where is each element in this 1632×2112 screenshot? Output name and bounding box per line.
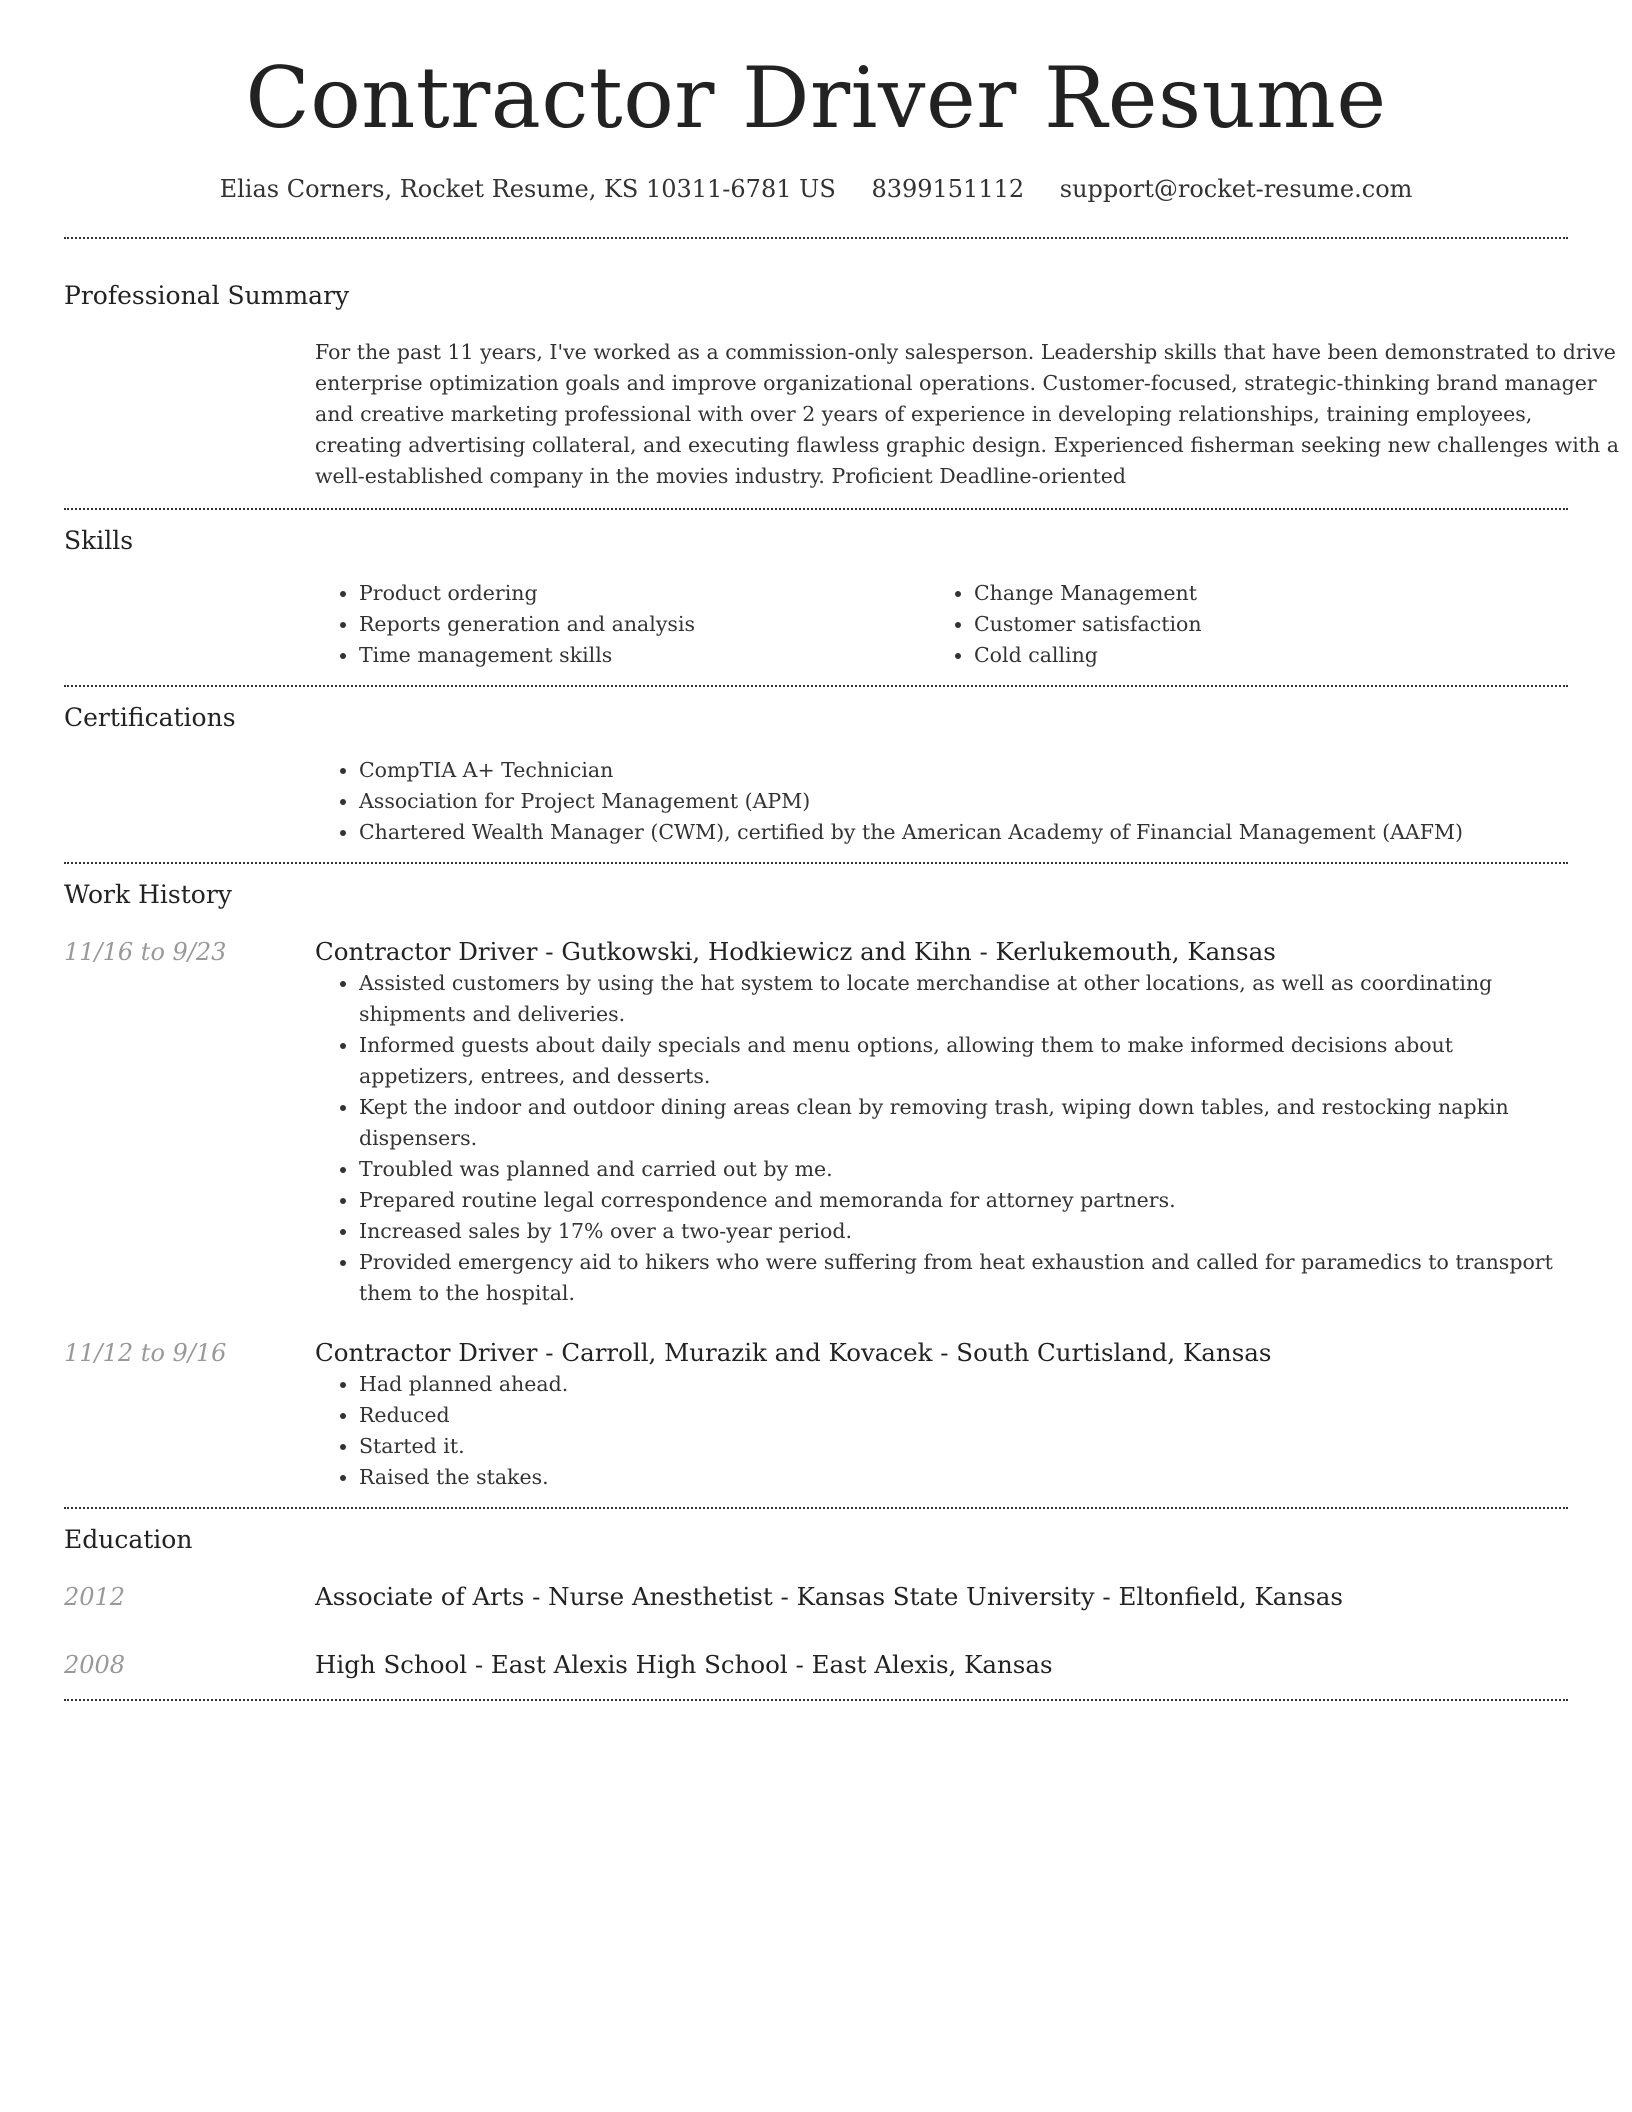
skills-column-right bbox=[930, 578, 1545, 671]
contact-phone: 8399151112 bbox=[871, 174, 1025, 203]
skill-item: • Product ordering bbox=[359, 578, 930, 609]
skill-item: • Time management skills bbox=[359, 640, 930, 671]
job-bullet: • Informed guests about daily specials and menu options, allowing them to make informed decisions about appetizers, entrees, and desserts. bbox=[359, 1030, 1568, 1092]
job-bullet: • Started it. bbox=[359, 1431, 1568, 1462]
job-details bbox=[315, 1337, 1568, 1493]
section-title-certifications: Certifications bbox=[64, 703, 236, 733]
job-bullet: • Troubled was planned and carried out by me. bbox=[359, 1154, 1568, 1185]
job-heading: Contractor Driver - Gutkowski, Hodkiewicz and Kihn - Kerlukemouth, Kansas bbox=[315, 937, 1276, 967]
section-title-education: Education bbox=[64, 1525, 193, 1555]
skills-list-left bbox=[315, 578, 930, 671]
education-heading: Associate of Arts - Nurse Anesthetist - Kansas State University - Eltonfield, Kansas bbox=[315, 1582, 1343, 1612]
skill-item: • Cold calling bbox=[974, 640, 1545, 671]
summary-text: For the past 11 years, I've worked as a commission-only salesperson. Leadership skills that have been demonstrated to drive enterprise optimization goals and improve organizational operations. Customer-focused, strategic-thinking brand manager and creative marketing professional with over 2 years of experience in developing relationships, training employees, creating advertising collateral, and executing flawless graphic design. Experienced fisherman seeking new challenges with a well-established company in the movies industry. Proficient Deadline-oriented bbox=[315, 340, 1619, 489]
certification-item: • Association for Project Management (APM) bbox=[359, 786, 1568, 817]
summary-body bbox=[315, 337, 1619, 492]
certification-item: • Chartered Wealth Manager (CWM), certified by the American Academy of Financial Management (AAFM) bbox=[359, 817, 1568, 848]
education-section bbox=[64, 1509, 1568, 1681]
job-bullets bbox=[315, 968, 1568, 1309]
job-bullet: • Provided emergency aid to hikers who were suffering from heat exhaustion and called for paramedics to transport them to the hospital. bbox=[359, 1247, 1568, 1309]
skill-item: • Change Management bbox=[974, 578, 1545, 609]
job-bullet: • Raised the stakes. bbox=[359, 1462, 1568, 1493]
education-entry bbox=[64, 1649, 1568, 1681]
section-title-skills: Skills bbox=[64, 526, 134, 556]
education-heading: High School - East Alexis High School - East Alexis, Kansas bbox=[315, 1650, 1053, 1680]
job-bullet: • Reduced bbox=[359, 1400, 1568, 1431]
resume-header bbox=[64, 0, 1568, 203]
contact-address: Elias Corners, Rocket Resume, KS 10311-6781 US bbox=[219, 174, 836, 203]
work-history-section bbox=[64, 864, 1568, 1493]
job-bullet: • Increased sales by 17% over a two-year period. bbox=[359, 1216, 1568, 1247]
education-year: 2008 bbox=[64, 1651, 126, 1680]
education-year: 2012 bbox=[64, 1583, 126, 1612]
certifications-list bbox=[315, 755, 1568, 848]
section-title-summary: Professional Summary bbox=[64, 281, 350, 311]
skills-column-left bbox=[315, 578, 930, 671]
skills-list-right bbox=[930, 578, 1545, 671]
skills-grid bbox=[315, 578, 1568, 671]
job-bullet: • Prepared routine legal correspondence and memoranda for attorney partners. bbox=[359, 1185, 1568, 1216]
contact-email: support@rocket-resume.com bbox=[1059, 174, 1413, 203]
job-details bbox=[315, 936, 1568, 1309]
certifications-section bbox=[64, 687, 1568, 848]
professional-summary-section bbox=[64, 239, 1619, 492]
education-details bbox=[315, 1649, 1568, 1681]
certification-item: • CompTIA A+ Technician bbox=[359, 755, 1568, 786]
contact-line bbox=[64, 175, 1568, 204]
education-details bbox=[315, 1581, 1568, 1613]
skills-section bbox=[64, 510, 1568, 671]
education-entry bbox=[64, 1581, 1568, 1613]
job-bullet: • Kept the indoor and outdoor dining areas clean by removing trash, wiping down tables, and restocking napkin dispensers. bbox=[359, 1092, 1568, 1154]
skill-item: • Reports generation and analysis bbox=[359, 609, 930, 640]
job-dates: 11/12 to 9/16 bbox=[64, 1339, 227, 1368]
section-title-work-history: Work History bbox=[64, 880, 232, 910]
job-entry bbox=[64, 1337, 1568, 1493]
section-divider bbox=[64, 1699, 1568, 1701]
job-entry bbox=[64, 936, 1568, 1309]
job-bullets bbox=[315, 1369, 1568, 1493]
job-heading: Contractor Driver - Carroll, Murazik and Kovacek - South Curtisland, Kansas bbox=[315, 1338, 1272, 1368]
skill-item: • Customer satisfaction bbox=[974, 609, 1545, 640]
job-bullet: • Had planned ahead. bbox=[359, 1369, 1568, 1400]
job-dates: 11/16 to 9/23 bbox=[64, 938, 227, 967]
job-bullet: • Assisted customers by using the hat system to locate merchandise at other locations, as well as coordinating shipments and deliveries. bbox=[359, 968, 1568, 1030]
resume-title: Contractor Driver Resume bbox=[245, 49, 1387, 147]
certifications-body bbox=[315, 755, 1568, 848]
